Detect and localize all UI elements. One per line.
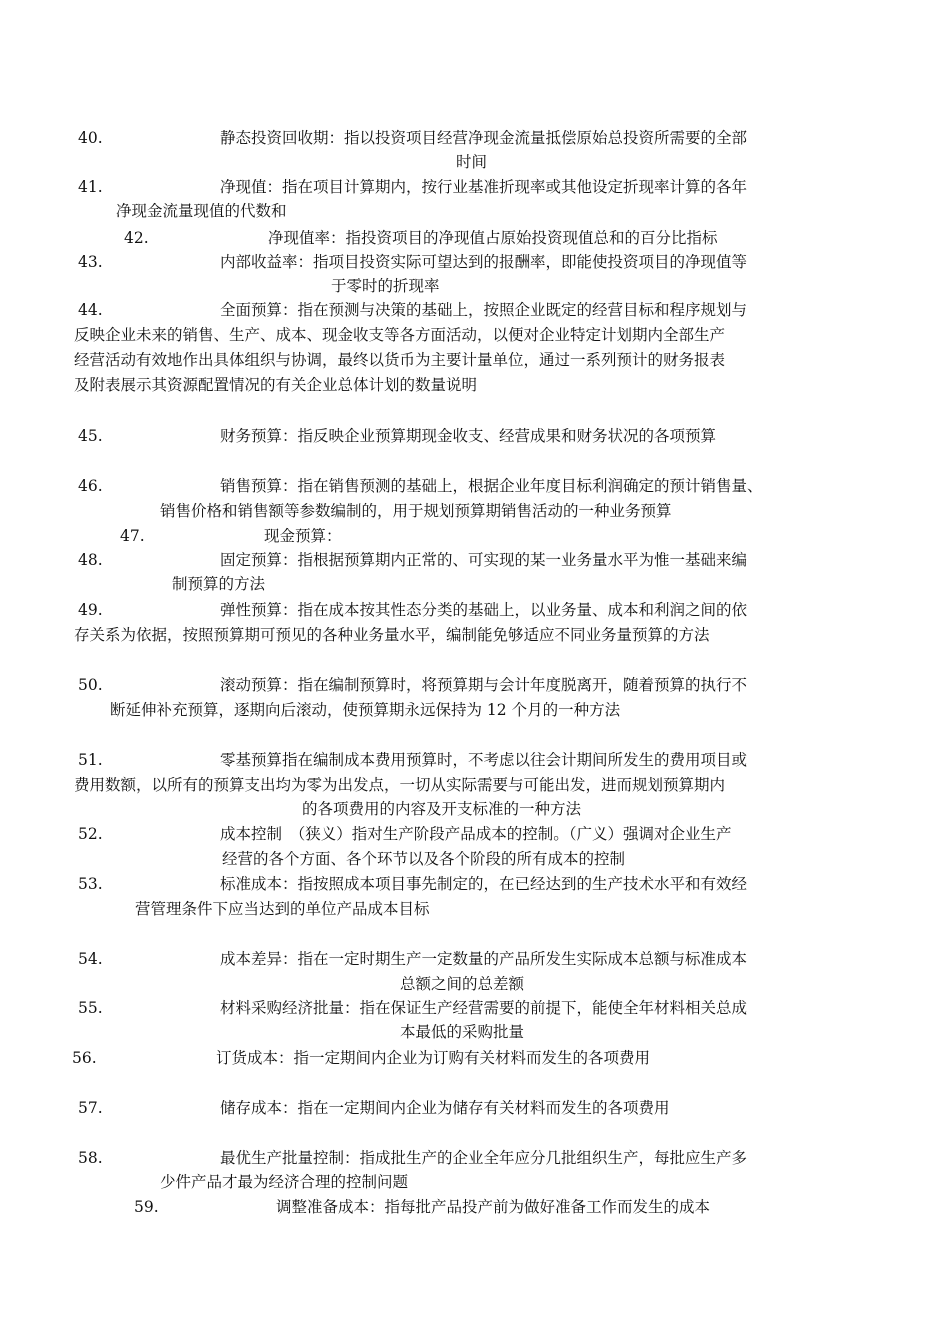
entry-text: 成本差异：指在一定时期生产一定数量的产品所发生实际成本总额与标准成本 <box>220 950 748 968</box>
entry-text: 成本控制 （狭义）指对生产阶段产品成本的控制。（广义）强调对企业生产 <box>220 825 732 843</box>
entry-number: 54. <box>78 950 103 968</box>
entry-text: 存关系为依据，按照预算期可预见的各种业务量水平，编制能免够适应不同业务量预算的方法 <box>74 626 710 644</box>
entry-text: 零基预算指在编制成本费用预算时，不考虑以往会计期间所发生的费用项目或 <box>220 751 748 769</box>
entry-text: 净现值率：指投资项目的净现值占原始投资现值总和的百分比指标 <box>268 229 718 247</box>
entry-text: 少件产品才最为经济合理的控制问题 <box>160 1173 409 1191</box>
entry-text: 总额之间的总差额 <box>400 975 525 993</box>
entry-text: 储存成本：指在一定期间内企业为储存有关材料而发生的各项费用 <box>220 1099 670 1117</box>
entry-text: 的各项费用的内容及开支标准的一种方法 <box>302 800 582 818</box>
entry-text: 滚动预算：指在编制预算时，将预算期与会计年度脱离开，随着预算的执行不 <box>220 676 748 694</box>
entry-number: 45. <box>78 427 103 445</box>
entry-text: 于零时的折现率 <box>331 277 440 295</box>
entry-text: 反映企业未来的销售、生产、成本、现金收支等各方面活动，以便对企业特定计划期内全部生产 <box>74 326 726 344</box>
entry-number: 44. <box>78 301 103 319</box>
entry-number: 41. <box>78 178 103 196</box>
entry-text: 财务预算：指反映企业预算期现金收支、经营成果和财务状况的各项预算 <box>220 427 717 445</box>
entry-number: 50. <box>78 676 103 694</box>
entry-number: 58. <box>78 1149 103 1167</box>
entry-number: 40. <box>78 129 103 147</box>
entry-number: 47. <box>120 527 145 545</box>
entry-text: 内部收益率：指项目投资实际可望达到的报酬率，即能使投资项目的净现值等 <box>220 253 748 271</box>
entry-text: 材料采购经济批量：指在保证生产经营需要的前提下，能使全年材料相关总成 <box>220 999 748 1017</box>
entry-number: 57. <box>78 1099 103 1117</box>
entry-text: 净现金流量现值的代数和 <box>116 202 287 220</box>
entry-number: 56. <box>72 1049 97 1067</box>
entry-text: 营管理条件下应当达到的单位产品成本目标 <box>135 900 430 918</box>
entry-number: 59. <box>134 1198 159 1216</box>
entry-text: 本最低的采购批量 <box>400 1023 525 1041</box>
entry-text: 费用数额，以所有的预算支出均为零为出发点，一切从实际需要与可能出发，进而规划预算期内 <box>74 776 726 794</box>
entry-text: 及附表展示其资源配置情况的有关企业总体计划的数量说明 <box>74 376 478 394</box>
entry-text: 销售价格和销售额等参数编制的，用于规划预算期销售活动的一种业务预算 <box>160 502 672 520</box>
entry-text: 弹性预算：指在成本按其性态分类的基础上，以业务量、成本和利润之间的依 <box>220 601 748 619</box>
entry-number: 51. <box>78 751 103 769</box>
entry-text: 最优生产批量控制：指成批生产的企业全年应分几批组织生产，每批应生产多 <box>220 1149 748 1167</box>
entry-text: 订货成本：指一定期间内企业为订购有关材料而发生的各项费用 <box>216 1049 651 1067</box>
entry-text: 经营的各个方面、各个环节以及各个阶段的所有成本的控制 <box>222 850 626 868</box>
entry-text: 全面预算：指在预测与决策的基础上，按照企业既定的经营目标和程序规划与 <box>220 301 748 319</box>
entry-text: 经营活动有效地作出具体组织与协调，最终以货币为主要计量单位，通过一系列预计的财务报表 <box>74 351 726 369</box>
entry-text: 固定预算：指根据预算期内正常的、可实现的某一业务量水平为惟一基础来编 <box>220 551 748 569</box>
entry-number: 53. <box>78 875 103 893</box>
entry-text: 静态投资回收期：指以投资项目经营净现金流量抵偿原始总投资所需要的全部 <box>220 129 748 147</box>
entry-text: 标准成本：指按照成本项目事先制定的，在已经达到的生产技术水平和有效经 <box>220 875 748 893</box>
entry-text: 现金预算： <box>264 527 342 545</box>
entry-text: 销售预算：指在销售预测的基础上，根据企业年度目标利润确定的预计销售量、 <box>220 477 763 495</box>
entry-text: 时间 <box>456 153 488 171</box>
entry-number: 43. <box>78 253 103 271</box>
entry-number: 42. <box>124 229 149 247</box>
entry-number: 46. <box>78 477 103 495</box>
entry-text: 调整准备成本：指每批产品投产前为做好准备工作而发生的成本 <box>276 1198 711 1216</box>
entry-text: 制预算的方法 <box>172 575 266 593</box>
entry-number: 55. <box>78 999 103 1017</box>
entry-text: 断延伸补充预算，逐期向后滚动，使预算期永远保持为 12 个月的一种方法 <box>110 701 621 719</box>
entry-number: 49. <box>78 601 103 619</box>
entry-number: 48. <box>78 551 103 569</box>
entry-number: 52. <box>78 825 103 843</box>
entry-text: 净现值：指在项目计算期内，按行业基准折现率或其他设定折现率计算的各年 <box>220 178 748 196</box>
